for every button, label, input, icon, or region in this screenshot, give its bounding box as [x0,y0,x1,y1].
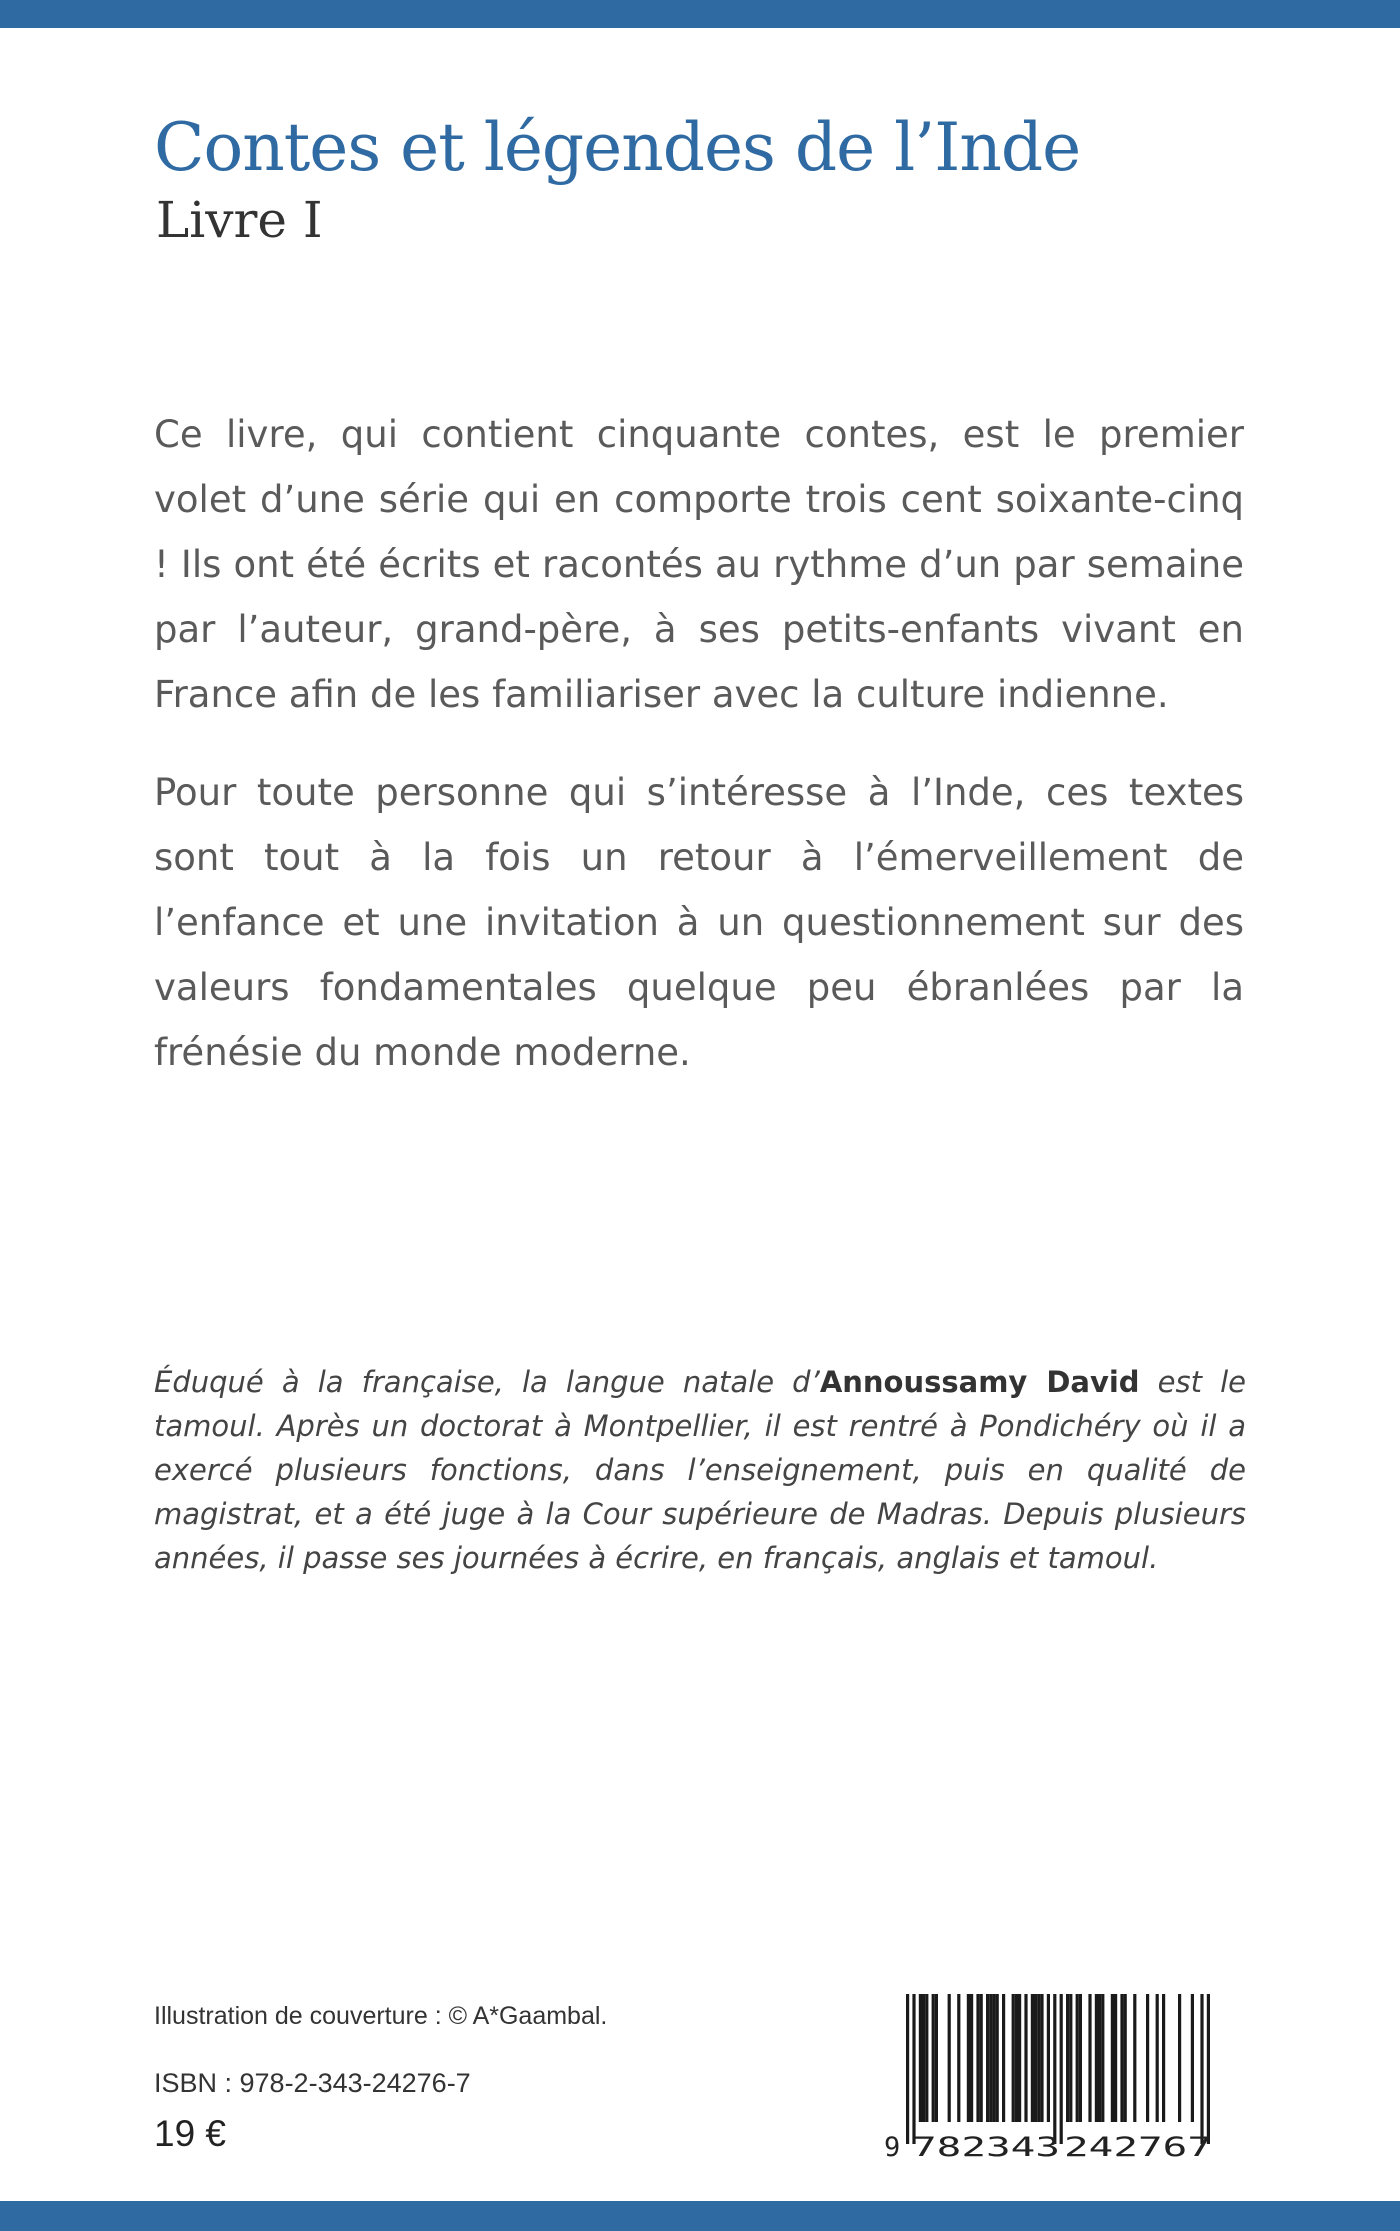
barcode-bar [1076,1994,1079,2122]
barcode-bar [996,1994,999,2122]
top-color-band [0,0,1400,28]
isbn: ISBN : 978-2-343-24276-7 [154,2068,471,2098]
author-bio [154,1360,1246,1580]
barcode-bar [1191,1994,1194,2122]
barcode-bar [1047,1994,1050,2122]
barcode-bar [1024,1994,1027,2122]
barcode-first-digit: 9 [884,2132,901,2160]
barcode-bar [1034,1994,1037,2122]
book-subtitle: Livre I [156,191,323,249]
bottom-color-band [0,2201,1400,2231]
barcode-bar [922,1994,925,2122]
barcode-bar [1111,1994,1114,2122]
barcode-bar [948,1994,951,2122]
summary-paragraph-1: Ce livre, qui contient cinquante contes, est le premier volet d’une série qui en comporte trois cent soixante-cinq ! Ils ont été écrits et racontés au rythme d’un par semaine par l’auteur, grand-père, à ses petits-enfants vivant en France afin de les familiariser avec la culture indienne. [154,413,1244,716]
barcode-bar [912,1994,915,2144]
barcode-bar [1037,1994,1040,2122]
barcode-bar [1031,1994,1034,2122]
barcode-bar [1156,1994,1159,2122]
barcode-bars [906,1994,1210,2144]
barcode-bar [1012,1994,1015,2122]
barcode-bar [1018,1994,1021,2122]
barcode-bar [1120,1994,1123,2122]
barcode-bar [1133,1994,1136,2122]
book-title: Contes et légendes de l’Inde [154,109,1081,186]
barcode [880,1990,1230,2160]
barcode-bar [1002,1994,1005,2122]
barcode-bar [1066,1994,1069,2122]
cover-credit: Illustration de couverture : © A*Gaambal. [154,2002,608,2030]
barcode-bar [1207,1994,1210,2144]
barcode-bar [1101,1994,1104,2122]
summary-paragraph-2: Pour toute personne qui s’intéresse à l’Inde, ces textes sont tout à la fois un retour à l’émerveillement de l’enfance et une invitation à un questionnement sur des valeurs fondamentales quelque peu ébranlées par la frénésie du monde moderne. [154,771,1244,1074]
barcode-bar [967,1994,970,2122]
bio-text: est le tamoul. Après un doctorat à Montpellier, il est rentré à Pondichéry où il a exercé plusieurs fonctions, dans l’enseignement, puis en qualité de magistrat, et a été juge à la Cour supérieure de Madras. Depuis plusieurs années, il passe ses journées à écrire, en français, anglais et tamoul. [154,1365,1246,1575]
barcode-bar [1060,1994,1063,2144]
barcode-bar [989,1994,992,2122]
barcode-bar [1079,1994,1082,2122]
barcode-bar [935,1994,938,2122]
barcode-bar [1200,1994,1203,2144]
barcode-right-digits: 242767 [1064,2132,1212,2160]
barcode-bar [919,1994,922,2122]
barcode-bar [957,1994,960,2122]
price: 19 € [154,2113,227,2154]
barcode-bar [1098,1994,1101,2122]
barcode-bar [1095,1994,1098,2122]
barcode-bar [932,1994,935,2122]
bio-intro: Éduqué à la française, la langue natale d’ [154,1365,820,1399]
author-name: Annoussamy David [819,1365,1140,1399]
barcode-bar [1015,1994,1018,2122]
barcode-bar [992,1994,995,2122]
barcode-bar [1088,1994,1091,2122]
barcode-bar [970,1994,973,2122]
barcode-bar [986,1994,989,2122]
barcode-bar [925,1994,928,2122]
barcode-bar [980,1994,983,2122]
barcode-bar [1124,1994,1127,2122]
barcode-bar [906,1994,909,2144]
barcode-bar [1162,1994,1165,2122]
barcode-bar [1114,1994,1117,2122]
barcode-bar [1053,1994,1056,2144]
barcode-bar [1178,1994,1181,2122]
barcode-bar [1040,1994,1043,2122]
barcode-bar [1146,1994,1149,2122]
barcode-left-digits: 782343 [912,2132,1060,2160]
barcode-bar [976,1994,979,2122]
barcode-bar [1069,1994,1072,2122]
